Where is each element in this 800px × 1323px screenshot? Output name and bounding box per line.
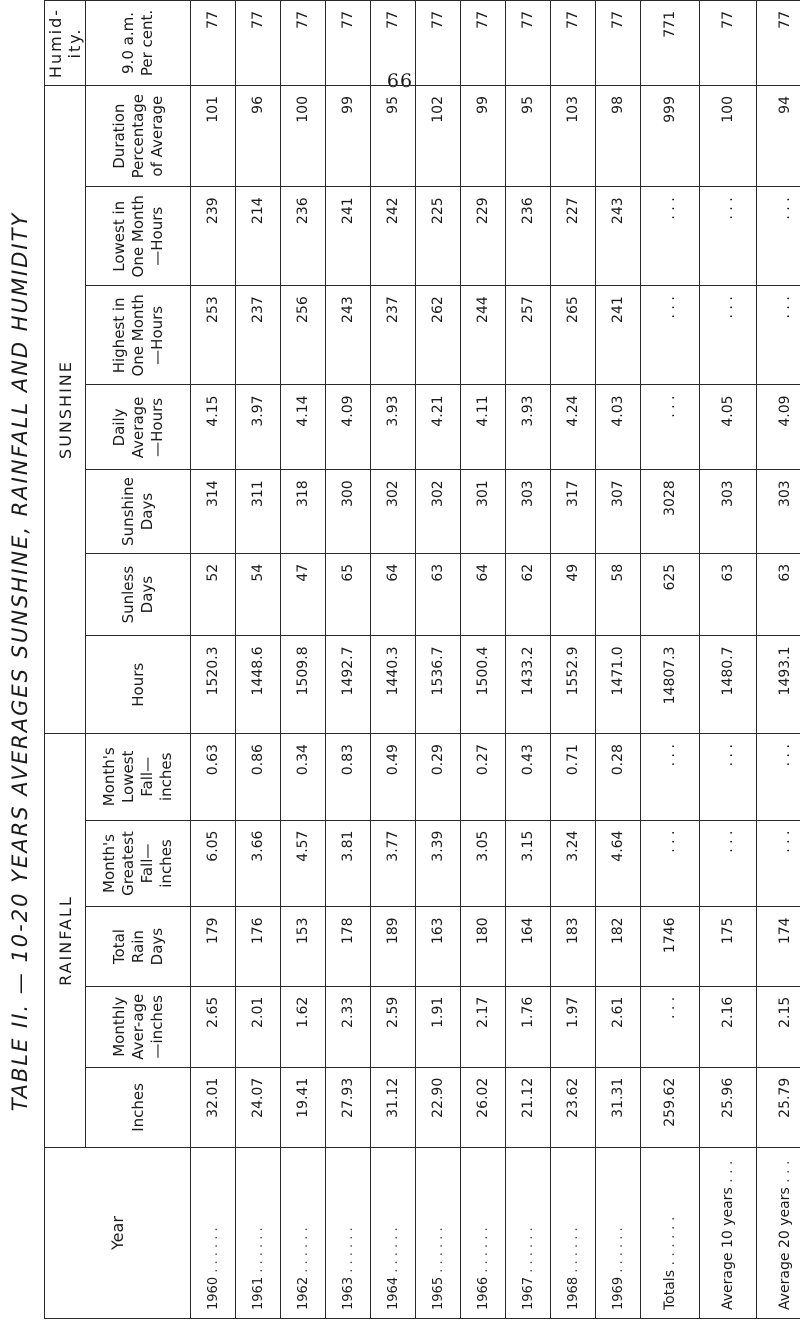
- daily-average-cell: 3.97: [236, 385, 281, 470]
- hours-cell: 1440.3: [371, 636, 416, 734]
- inches-cell: 27.93: [326, 1067, 371, 1147]
- table-row: [281, 1, 326, 1319]
- average-label: Average 20 years: [777, 1187, 793, 1310]
- inches-cell: 31.12: [371, 1067, 416, 1147]
- lowest-fall-cell: 0.28: [596, 734, 641, 820]
- daily-average-cell: 4.24: [551, 385, 596, 470]
- sunless-days-total: 625: [641, 553, 700, 636]
- leader-dots: . . . . . .: [662, 1216, 678, 1266]
- humidity-cell: 77: [596, 1, 641, 86]
- daily-average-cell: 4.21: [416, 385, 461, 470]
- humidity-cell: 77: [236, 1, 281, 86]
- sunless-days-cell: 64: [371, 553, 416, 636]
- year-label: 1967: [520, 1276, 536, 1310]
- sunshine-days-cell: 300: [326, 470, 371, 554]
- rainfall-group-header: RAINFALL: [45, 734, 86, 1148]
- greatest-fall-cell: 3.05: [461, 820, 506, 907]
- lowest-month-cell: 242: [371, 187, 416, 286]
- inches-cell: 21.12: [506, 1067, 551, 1147]
- table-row: [326, 1, 371, 1319]
- humidity-cell: 77: [326, 1, 371, 86]
- daily-average-cell: 3.93: [506, 385, 551, 470]
- hours-column-header: Hours: [86, 636, 191, 734]
- blank-marks: . . .: [700, 734, 757, 820]
- lowest-fall-cell: 0.27: [461, 734, 506, 820]
- sunshine-days-cell: 307: [596, 470, 641, 554]
- daily-average-cell: 4.14: [281, 385, 326, 470]
- monthly-average-cell: 1.91: [416, 986, 461, 1067]
- duration-cell: 103: [551, 86, 596, 187]
- lowest-fall-cell: 0.63: [191, 734, 236, 820]
- greatest-fall-cell: 3.15: [506, 820, 551, 907]
- greatest-fall-cell: 3.77: [371, 820, 416, 907]
- duration-cell: 101: [191, 86, 236, 187]
- monthly-average-cell: 1.76: [506, 986, 551, 1067]
- highest-month-cell: 265: [551, 286, 596, 385]
- leader-dots: . . . . . .: [520, 1227, 536, 1273]
- lowest-month-cell: 239: [191, 187, 236, 286]
- sunless-days-cell: 58: [596, 553, 641, 636]
- totals-label: Totals: [662, 1270, 678, 1310]
- hours-total: 14807.3: [641, 636, 700, 734]
- hours-cell: 1509.8: [281, 636, 326, 734]
- monthly-average-column-header: Monthly Aver-age—inches: [86, 986, 191, 1067]
- sunless-days-cell: 64: [461, 553, 506, 636]
- sunshine-days-column-header: Sunshine Days: [86, 470, 191, 554]
- highest-month-cell: 237: [236, 286, 281, 385]
- duration-average: 94: [757, 86, 800, 187]
- rain-days-cell: 176: [236, 907, 281, 986]
- sunless-days-average: 63: [757, 553, 800, 636]
- monthly-average-cell: 1.62: [281, 986, 326, 1067]
- humidity-cell: 77: [191, 1, 236, 86]
- average-label: Average 10 years: [720, 1187, 736, 1310]
- rain-days-cell: 163: [416, 907, 461, 986]
- hours-cell: 1552.9: [551, 636, 596, 734]
- sunless-days-average: 63: [700, 553, 757, 636]
- sunshine-group-header: SUNSHINE: [45, 86, 86, 734]
- year-label: 1968: [565, 1276, 581, 1310]
- duration-cell: 95: [506, 86, 551, 187]
- hours-cell: 1536.7: [416, 636, 461, 734]
- duration-cell: 100: [281, 86, 326, 187]
- sunless-days-cell: 52: [191, 553, 236, 636]
- monthly-average-average: 2.15: [757, 986, 800, 1067]
- highest-month-cell: 262: [416, 286, 461, 385]
- monthly-average-cell: 2.33: [326, 986, 371, 1067]
- rain-days-cell: 178: [326, 907, 371, 986]
- highest-month-cell: 241: [596, 286, 641, 385]
- sunless-days-column-header: Sunless Days: [86, 553, 191, 636]
- rain-days-cell: 179: [191, 907, 236, 986]
- inches-total: 259.62: [641, 1067, 700, 1147]
- inches-cell: 19.41: [281, 1067, 326, 1147]
- leader-dots: . . . . . .: [385, 1227, 401, 1273]
- hours-cell: 1471.0: [596, 636, 641, 734]
- duration-cell: 98: [596, 86, 641, 187]
- rain-days-cell: 180: [461, 907, 506, 986]
- greatest-fall-cell: 6.05: [191, 820, 236, 907]
- blank-marks: . . .: [641, 187, 700, 286]
- average-row: [700, 1, 757, 1319]
- monthly-average-cell: 2.65: [191, 986, 236, 1067]
- humidity-cell: 77: [551, 1, 596, 86]
- rain-days-cell: 183: [551, 907, 596, 986]
- rain-days-cell: 182: [596, 907, 641, 986]
- leader-dots: . . . . . .: [430, 1227, 446, 1273]
- inches-cell: 22.90: [416, 1067, 461, 1147]
- leader-dots: . . . . . .: [565, 1227, 581, 1273]
- sunshine-days-cell: 302: [416, 470, 461, 554]
- monthly-average-average: 2.16: [700, 986, 757, 1067]
- sunshine-days-cell: 317: [551, 470, 596, 554]
- monthly-average-cell: 2.01: [236, 986, 281, 1067]
- blank-marks: . . .: [757, 286, 800, 385]
- sunshine-days-cell: 303: [506, 470, 551, 554]
- greatest-fall-cell: 3.24: [551, 820, 596, 907]
- table-row: [416, 1, 461, 1319]
- greatest-fall-column-header: Month's Greatest Fall—inches: [86, 820, 191, 907]
- lowest-fall-cell: 0.83: [326, 734, 371, 820]
- monthly-average-cell: 2.17: [461, 986, 506, 1067]
- lowest-month-column-header: Lowest in One Month—Hours: [86, 187, 191, 286]
- year-label: 1965: [430, 1276, 446, 1310]
- duration-average: 100: [700, 86, 757, 187]
- humidity-column-header: 9.0 a.m. Per cent.: [86, 1, 191, 86]
- lowest-month-cell: 225: [416, 187, 461, 286]
- hours-cell: 1500.4: [461, 636, 506, 734]
- humidity-cell: 77: [506, 1, 551, 86]
- lowest-month-cell: 236: [506, 187, 551, 286]
- lowest-month-cell: 241: [326, 187, 371, 286]
- rain-days-average: 175: [700, 907, 757, 986]
- highest-month-cell: 237: [371, 286, 416, 385]
- monthly-average-cell: 2.61: [596, 986, 641, 1067]
- rain-days-cell: 189: [371, 907, 416, 986]
- greatest-fall-cell: 4.57: [281, 820, 326, 907]
- leader-dots: . . .: [777, 1160, 793, 1183]
- lowest-fall-column-header: Month's Lowest Fall—inches: [86, 734, 191, 820]
- sunshine-days-average: 303: [757, 470, 800, 554]
- humidity-group-header: Humid-ity.: [45, 1, 86, 86]
- sunshine-days-cell: 301: [461, 470, 506, 554]
- table-row: [596, 1, 641, 1319]
- averages-table: [44, 0, 800, 1319]
- sunshine-days-average: 303: [700, 470, 757, 554]
- blank-marks: . . .: [700, 286, 757, 385]
- total-rain-days-column-header: Total Rain Days: [86, 907, 191, 986]
- sunless-days-cell: 54: [236, 553, 281, 636]
- daily-average-column-header: Daily Average —Hours: [86, 385, 191, 470]
- daily-average-average: 4.05: [700, 385, 757, 470]
- daily-average-cell: 4.03: [596, 385, 641, 470]
- blank-marks: . . .: [757, 187, 800, 286]
- lowest-fall-cell: 0.29: [416, 734, 461, 820]
- daily-average-average: 4.09: [757, 385, 800, 470]
- highest-month-cell: 244: [461, 286, 506, 385]
- greatest-fall-cell: 4.64: [596, 820, 641, 907]
- table-title: TABLE II. — 10-20 YEARS AVERAGES SUNSHINE, RAINFALL AND HUMIDITY: [8, 211, 32, 1112]
- sunshine-days-cell: 311: [236, 470, 281, 554]
- duration-cell: 102: [416, 86, 461, 187]
- monthly-average-cell: 1.97: [551, 986, 596, 1067]
- greatest-fall-cell: 3.81: [326, 820, 371, 907]
- leader-dots: . . . . . .: [475, 1227, 491, 1273]
- rain-days-total: 1746: [641, 907, 700, 986]
- table-row: [236, 1, 281, 1319]
- year-label: 1960: [205, 1276, 221, 1310]
- table-body: [191, 1, 800, 1319]
- sunshine-days-cell: 318: [281, 470, 326, 554]
- hours-average: 1493.1: [757, 636, 800, 734]
- sunless-days-cell: 49: [551, 553, 596, 636]
- humidity-average: 77: [757, 1, 800, 86]
- lowest-fall-cell: 0.34: [281, 734, 326, 820]
- greatest-fall-cell: 3.66: [236, 820, 281, 907]
- leader-dots: . . . . . .: [205, 1227, 221, 1273]
- daily-average-cell: 4.09: [326, 385, 371, 470]
- blank-marks: . . .: [641, 385, 700, 470]
- sunless-days-cell: 62: [506, 553, 551, 636]
- sunless-days-cell: 63: [416, 553, 461, 636]
- year-label: 1966: [475, 1276, 491, 1310]
- highest-month-cell: 253: [191, 286, 236, 385]
- lowest-fall-cell: 0.71: [551, 734, 596, 820]
- table-row: [551, 1, 596, 1319]
- highest-month-column-header: Highest in One Month—Hours: [86, 286, 191, 385]
- year-label: 1962: [295, 1276, 311, 1310]
- humidity-cell: 77: [416, 1, 461, 86]
- lowest-month-cell: 243: [596, 187, 641, 286]
- year-label: 1964: [385, 1276, 401, 1310]
- year-column-header: Year: [45, 1148, 191, 1319]
- inches-average: 25.79: [757, 1067, 800, 1147]
- sunless-days-cell: 65: [326, 553, 371, 636]
- lowest-month-cell: 214: [236, 187, 281, 286]
- inches-column-header: Inches: [86, 1067, 191, 1147]
- daily-average-cell: 3.93: [371, 385, 416, 470]
- inches-cell: 32.01: [191, 1067, 236, 1147]
- leader-dots: . . . . . .: [610, 1227, 626, 1273]
- humidity-cell: 77: [371, 1, 416, 86]
- hours-cell: 1520.3: [191, 636, 236, 734]
- daily-average-cell: 4.15: [191, 385, 236, 470]
- inches-cell: 31.31: [596, 1067, 641, 1147]
- inches-average: 25.96: [700, 1067, 757, 1147]
- year-label: 1969: [610, 1276, 626, 1310]
- table-row: [461, 1, 506, 1319]
- duration-percentage-column-header: Duration Percentage of Average: [86, 86, 191, 187]
- rain-days-cell: 153: [281, 907, 326, 986]
- leader-dots: . . . . . .: [250, 1227, 266, 1273]
- duration-cell: 96: [236, 86, 281, 187]
- blank-marks: . . .: [641, 820, 700, 907]
- page-number: 66: [386, 70, 414, 92]
- sunshine-days-total: 3028: [641, 470, 700, 554]
- lowest-month-cell: 236: [281, 187, 326, 286]
- year-label: 1963: [340, 1276, 356, 1310]
- duration-cell: 99: [461, 86, 506, 187]
- inches-cell: 24.07: [236, 1067, 281, 1147]
- hours-cell: 1492.7: [326, 636, 371, 734]
- monthly-average-cell: 2.59: [371, 986, 416, 1067]
- blank-marks: . . .: [700, 187, 757, 286]
- highest-month-cell: 257: [506, 286, 551, 385]
- sunshine-days-cell: 314: [191, 470, 236, 554]
- humidity-total: 771: [641, 1, 700, 86]
- sunshine-days-cell: 302: [371, 470, 416, 554]
- daily-average-cell: 4.11: [461, 385, 506, 470]
- hours-cell: 1433.2: [506, 636, 551, 734]
- totals-row: [641, 1, 700, 1319]
- highest-month-cell: 256: [281, 286, 326, 385]
- blank-marks: . . .: [641, 734, 700, 820]
- leader-dots: . . . . . .: [295, 1227, 311, 1273]
- average-row: [757, 1, 800, 1319]
- duration-cell: 99: [326, 86, 371, 187]
- duration-cell: 95: [371, 86, 416, 187]
- inches-cell: 23.62: [551, 1067, 596, 1147]
- blank-marks: . . .: [757, 734, 800, 820]
- lowest-month-cell: 227: [551, 187, 596, 286]
- sunless-days-cell: 47: [281, 553, 326, 636]
- greatest-fall-cell: 3.39: [416, 820, 461, 907]
- lowest-fall-cell: 0.43: [506, 734, 551, 820]
- duration-total: 999: [641, 86, 700, 187]
- lowest-month-cell: 229: [461, 187, 506, 286]
- rain-days-average: 174: [757, 907, 800, 986]
- table-row: [506, 1, 551, 1319]
- blank-marks: . . .: [700, 820, 757, 907]
- humidity-cell: 77: [281, 1, 326, 86]
- blank-marks: . . .: [757, 820, 800, 907]
- leader-dots: . . .: [720, 1160, 736, 1183]
- humidity-cell: 77: [461, 1, 506, 86]
- table-row: [371, 1, 416, 1319]
- leader-dots: . . . . . .: [340, 1227, 356, 1273]
- blank-marks: . . .: [641, 286, 700, 385]
- lowest-fall-cell: 0.49: [371, 734, 416, 820]
- highest-month-cell: 243: [326, 286, 371, 385]
- hours-average: 1480.7: [700, 636, 757, 734]
- humidity-average: 77: [700, 1, 757, 86]
- inches-cell: 26.02: [461, 1067, 506, 1147]
- blank-marks: . . .: [641, 986, 700, 1067]
- lowest-fall-cell: 0.86: [236, 734, 281, 820]
- rain-days-cell: 164: [506, 907, 551, 986]
- table-row: [191, 1, 236, 1319]
- hours-cell: 1448.6: [236, 636, 281, 734]
- year-label: 1961: [250, 1276, 266, 1310]
